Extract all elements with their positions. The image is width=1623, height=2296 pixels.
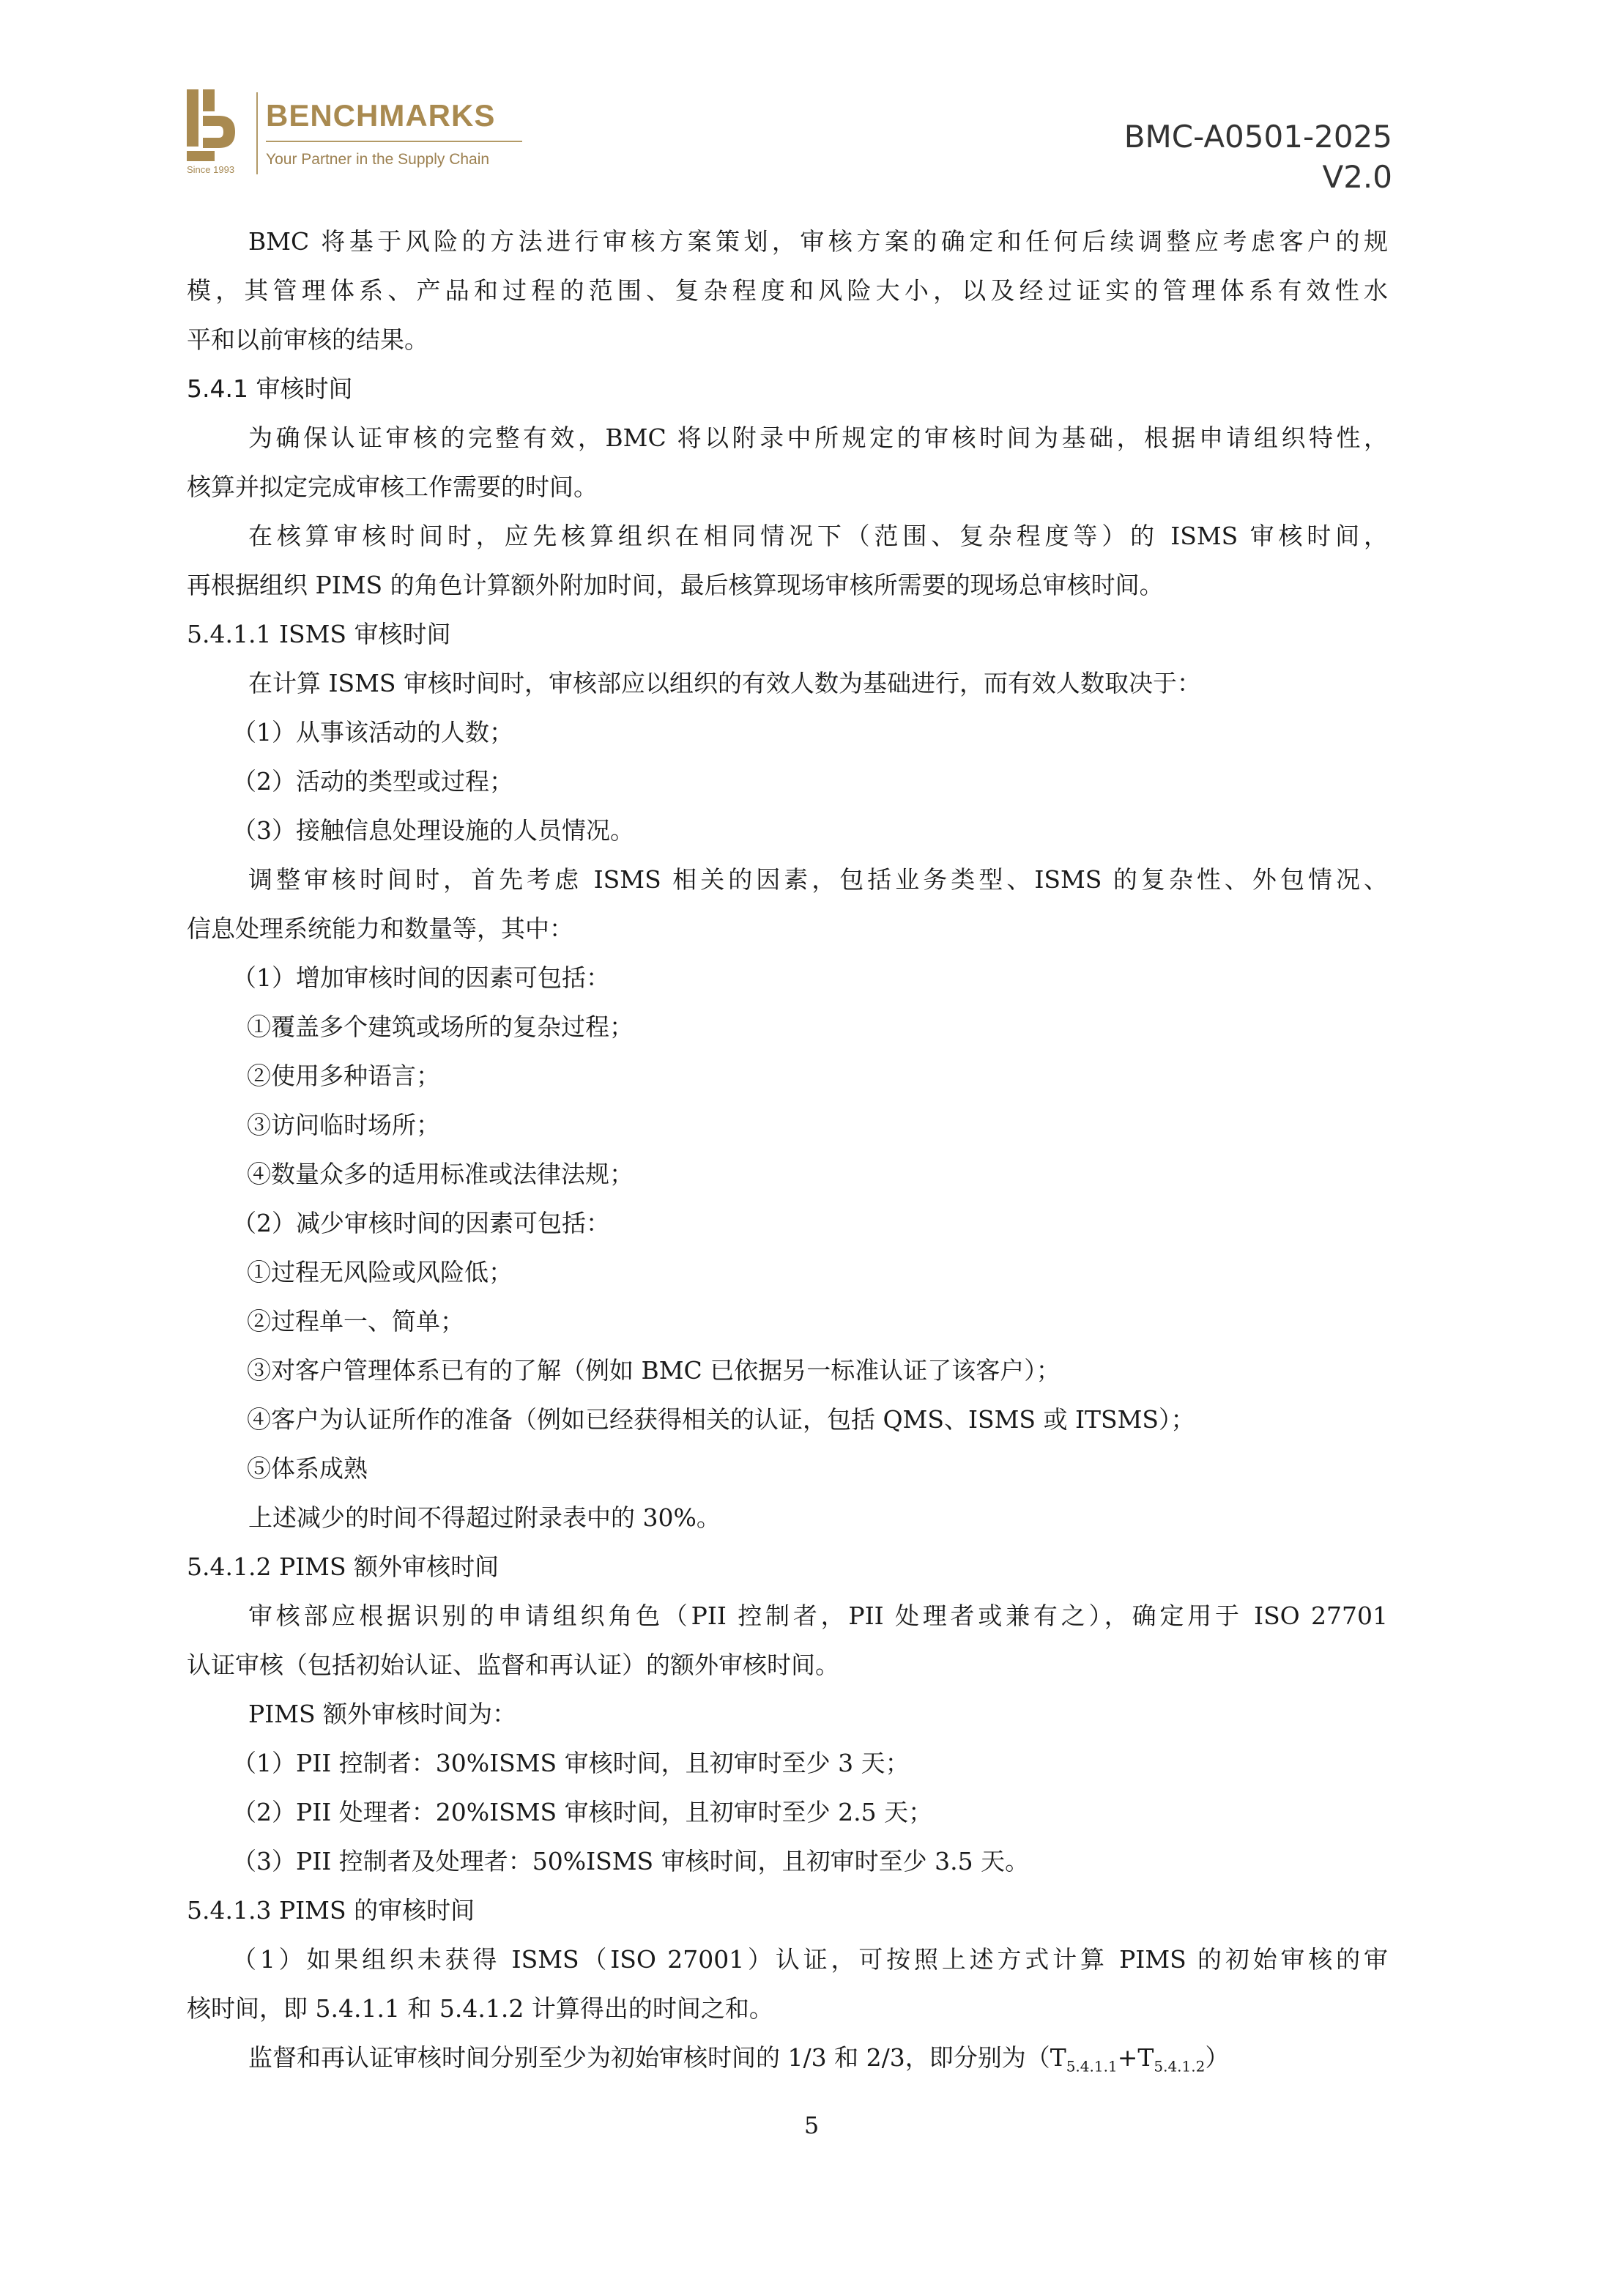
list-item: （1）PII 控制者：30%ISMS 审核时间，且初审时至少 3 天； [232,1749,910,1777]
paragraph-line: 核时间，即 5.4.1.1 和 5.4.1.2 计算得出的时间之和。 [187,1994,773,2023]
formula-subscript: 5.4.1.2 [1154,2057,1206,2075]
list-item: ③访问临时场所； [247,1111,440,1139]
list-item: ④客户为认证所作的准备（例如已经获得相关的认证，包括 QMS、ISMS 或 ITSMS）； [247,1405,1195,1434]
paragraph-line: 信息处理系统能力和数量等，其中： [187,914,573,943]
paragraph-line: 调整审核时间时，首先考虑 ISMS 相关的因素，包括业务类型、ISMS 的复杂性、外包情况、 [248,865,1388,894]
paragraph-line: 模，其管理体系、产品和过程的范围、复杂程度和风险大小，以及经过证实的管理体系有效性水 [187,276,1388,305]
paragraph-line: 在核算审核时间时，应先核算组织在相同情况下（范围、复杂程度等）的 ISMS 审核时间， [248,522,1388,550]
section-heading-5-4-1-1: 5.4.1.1 ISMS 审核时间 [187,620,451,648]
logo-divider [256,92,258,174]
list-item: ④数量众多的适用标准或法律法规； [247,1160,634,1188]
paragraph-line: 上述减少的时间不得超过附录表中的 30%。 [248,1503,721,1532]
list-item: （2）减少审核时间的因素可包括： [232,1209,610,1237]
paragraph-line: 再根据组织 PIMS 的角色计算额外附加时间，最后核算现场审核所需要的现场总审核时间。 [187,571,1164,599]
list-item: ②过程单一、简单； [247,1307,464,1336]
list-item: （2）PII 处理者：20%ISMS 审核时间，且初审时至少 2.5 天； [232,1798,933,1826]
paragraph-line: 认证审核（包括初始认证、监督和再认证）的额外审核时间。 [187,1651,839,1679]
paragraph-line: （1）如果组织未获得 ISMS（ISO 27001）认证，可按照上述方式计算 PIMS 的初始审核的审 [232,1945,1388,1974]
formula-text: +T [1117,2043,1154,2072]
list-item: （3）接触信息处理设施的人员情况。 [232,816,634,845]
list-item: （1）增加审核时间的因素可包括： [232,963,610,992]
benchmarks-b-logo-icon [187,89,235,163]
document-body [187,217,1388,2092]
page-number: 5 [803,2111,820,2139]
list-item: ②使用多种语言； [247,1062,440,1090]
list-item: ⑤体系成熟 [247,1454,368,1483]
section-heading-5-4-1-2: 5.4.1.2 PIMS 额外审核时间 [187,1552,499,1581]
paragraph-line: 为确保认证审核的完整有效，BMC 将以附录中所规定的审核时间为基础，根据申请组织特性， [248,423,1388,452]
document-number: BMC-A0501-2025 [1124,119,1392,155]
list-item: ③对客户管理体系已有的了解（例如 BMC 已依据另一标准认证了该客户）； [247,1356,1061,1385]
logo-tagline: Your Partner in the Supply Chain [266,151,490,168]
formula-text: 监督和再认证审核时间分别至少为初始审核时间的 1/3 和 2/3，即分别为（T [248,2043,1066,2072]
paragraph-line: 审核部应根据识别的申请组织角色（PII 控制者，PII 处理者或兼有之），确定用于 ISO 27701 [248,1601,1388,1630]
benchmarks-logo [187,89,524,181]
logo-rule [266,141,522,142]
paragraph-line [187,2033,1388,2092]
logo-since-text: Since 1993 [187,164,235,175]
list-item: ①覆盖多个建筑或场所的复杂过程； [247,1012,634,1041]
list-item: （2）活动的类型或过程； [232,767,513,796]
paragraph-line: 核算并拟定完成审核工作需要的时间。 [187,473,598,501]
paragraph-line: 在计算 ISMS 审核时间时，审核部应以组织的有效人数为基础进行，而有效人数取决于： [248,669,1202,697]
logo-name: BENCHMARKS [266,98,496,133]
list-item: ①过程无风险或风险低； [247,1258,513,1286]
page-header [0,0,1623,212]
list-item: （3）PII 控制者及处理者：50%ISMS 审核时间，且初审时至少 3.5 天。 [232,1847,1030,1875]
formula-subscript: 5.4.1.1 [1066,2057,1118,2075]
list-item: （1）从事该活动的人数； [232,718,513,747]
paragraph-line: BMC 将基于风险的方法进行审核方案策划，审核方案的确定和任何后续调整应考虑客户的规 [248,227,1388,256]
section-heading-5-4-1: 5.4.1 审核时间 [187,374,353,403]
formula-text: ） [1205,2043,1230,2072]
section-heading-5-4-1-3: 5.4.1.3 PIMS 的审核时间 [187,1896,475,1925]
paragraph-line: PIMS 额外审核时间为： [248,1700,517,1728]
paragraph-line: 平和以前审核的结果。 [187,325,428,354]
document-identifier [1124,117,1392,197]
document-version: V2.0 [1322,158,1392,195]
